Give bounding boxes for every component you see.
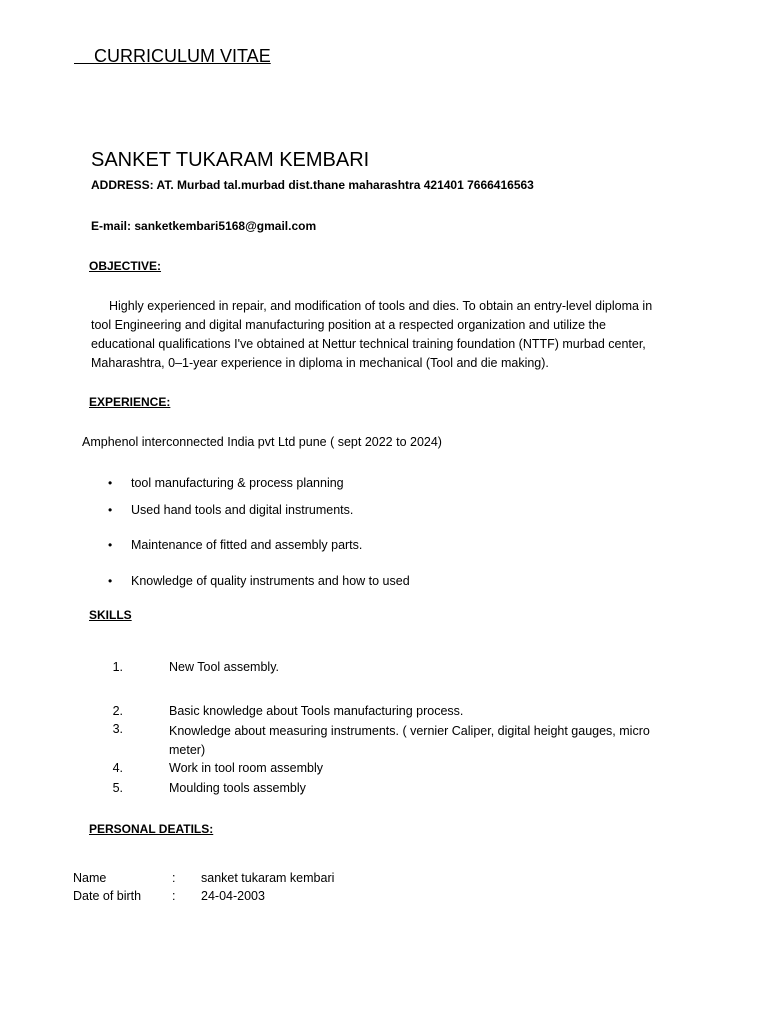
skill-item: Moulding tools assembly	[169, 781, 306, 795]
experience-bullet: Knowledge of quality instruments and how to used	[131, 574, 410, 588]
personal-details-heading: PERSONAL DEATILS:	[89, 822, 214, 836]
experience-heading: EXPERIENCE:	[89, 395, 171, 409]
objective-heading: OBJECTIVE:	[89, 259, 162, 273]
bullet-icon: •	[108, 574, 113, 588]
objective-paragraph	[91, 297, 671, 373]
personal-separator: :	[172, 889, 176, 903]
personal-value: 24-04-2003	[201, 889, 265, 903]
skill-item: Knowledge about measuring instruments. ( vernier Caliper, digital height gauges, micro meter)	[169, 724, 650, 757]
skill-item: New Tool assembly.	[169, 660, 279, 674]
email-line: E-mail: sanketkembari5168@gmail.com	[91, 219, 317, 233]
document-title: CURRICULUM VITAE	[94, 46, 271, 66]
skill-number: 1.	[112, 660, 123, 674]
experience-bullet: Maintenance of fitted and assembly parts.	[131, 538, 363, 552]
bullet-icon: •	[108, 538, 113, 552]
bullet-icon: •	[108, 476, 113, 490]
skill-number: 2.	[112, 704, 123, 718]
skill-number: 3.	[112, 722, 123, 736]
objective-text: Highly experienced in repair, and modification of tools and dies. To obtain an entry-level diploma in tool Engineering and digital manufacturing position at a respected organization and utilize the educational qualifications I've obtained at Nettur technical training foundation (NTTF) murbad center, Maharashtra, 0–1-year experience in diploma in mechanical (Tool and die making).	[91, 299, 653, 370]
skill-item: Work in tool room assembly	[169, 761, 323, 775]
bullet-icon: •	[108, 503, 113, 517]
personal-label: Name	[73, 871, 107, 885]
personal-label: Date of birth	[73, 889, 142, 903]
experience-bullet: Used hand tools and digital instruments.	[131, 503, 354, 517]
experience-bullet: tool manufacturing & process planning	[131, 476, 344, 490]
candidate-name: SANKET TUKARAM KEMBARI	[91, 149, 370, 171]
experience-company: Amphenol interconnected India pvt Ltd pune ( sept 2022 to 2024)	[82, 435, 442, 449]
address-line: ADDRESS: AT. Murbad tal.murbad dist.thane maharashtra 421401 7666416563	[91, 178, 534, 192]
personal-value: sanket tukaram kembari	[201, 871, 335, 885]
skill-number: 4.	[112, 761, 123, 775]
skill-item: Basic knowledge about Tools manufacturing process.	[169, 704, 464, 718]
skills-heading: SKILLS	[89, 608, 132, 622]
personal-separator: :	[172, 871, 176, 885]
skill-number: 5.	[112, 781, 123, 795]
